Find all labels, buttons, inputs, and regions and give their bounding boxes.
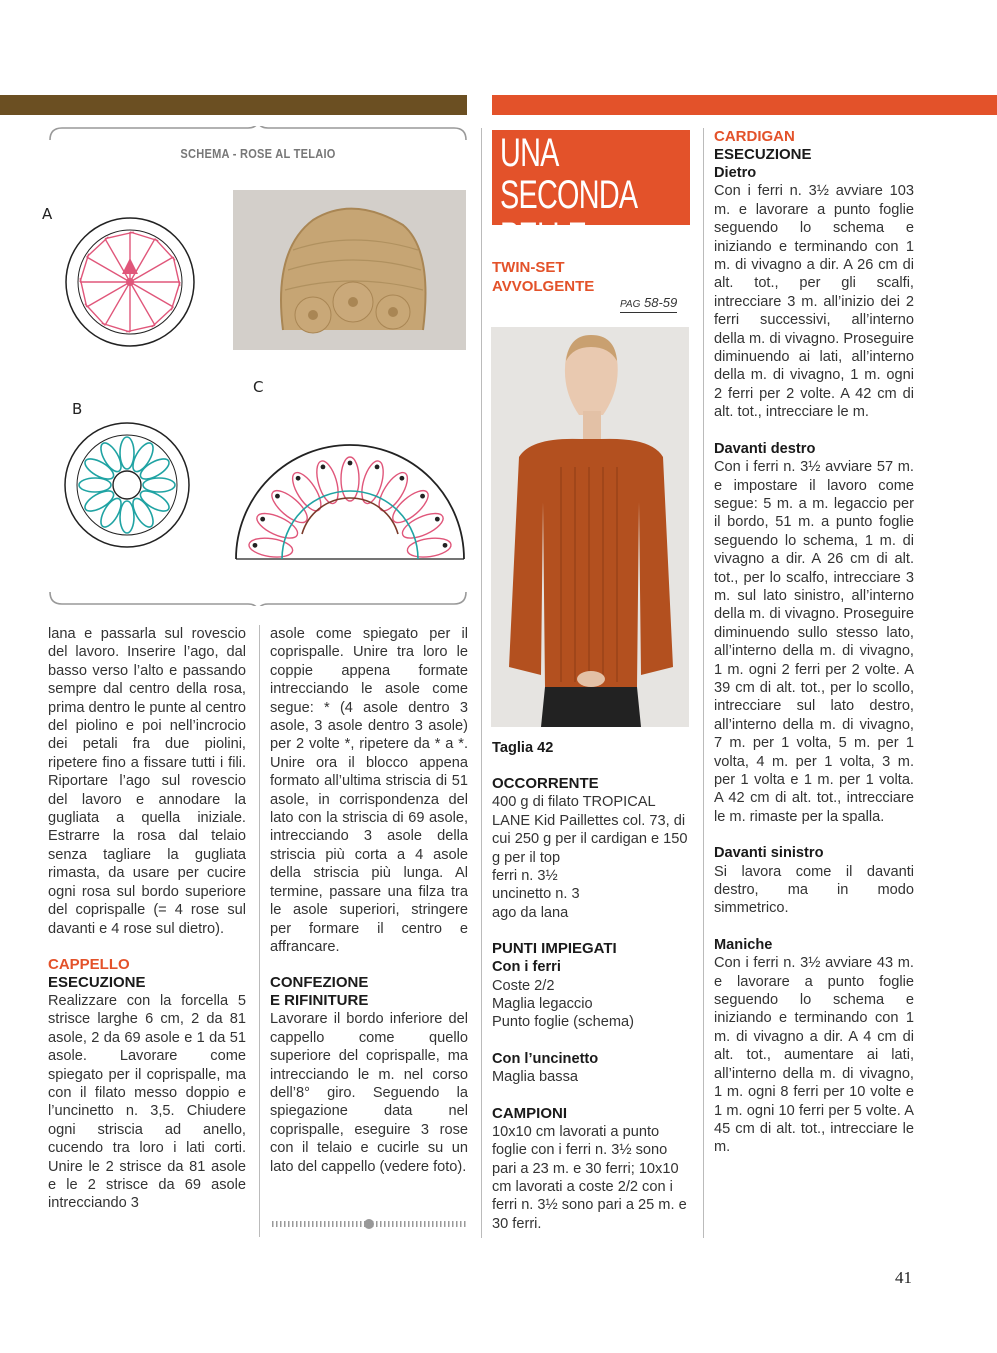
cappello-esecuzione-heading: ESECUZIONE [48,973,146,991]
diagram-c-label: C [253,378,264,396]
davanti-sinistro-text: Si lavora come il davanti destro, ma in modo simmetrico. [714,863,914,917]
top-bar-orange [492,95,997,115]
con-uncinetto-heading: Con l’uncinetto [492,1050,599,1067]
diagram-b [60,418,195,553]
pag-label: PAG [620,299,641,310]
column-2 [270,625,468,1176]
title-line-2: SECONDA PELLE [500,173,636,259]
schema-title: SCHEMA - ROSE AL TELAIO [180,146,336,161]
twinset-line-1: TWIN-SET [492,259,565,276]
hat-photo [233,190,466,350]
cardigan-esecuzione-heading: ESECUZIONE [714,146,812,163]
col1-intro: lana e passarla sul rovescio del lavoro. Inserire l’ago, dal basso verso l’alto e passando sempre dal centro della rosa, prima dentro le punte al centro del piolino e poi nell’incrocio dei petali fra due piolini, ripetere fino a fissare tutti i fili. Riportare l’ago sul rovescio del lavoro e annodare la gugliata a quella iniziale. Estrarre la rosa dal telaio senza tagliare la gugliata rimasta, da usare per cucire ogni rosa sul bordo superiore del coprispalle (= 4 rose sul davanti e 4 rose sul dietro). [48,626,246,937]
diagram-c [232,384,468,562]
punto-maglia-bassa: Maglia bassa [492,1069,578,1086]
diagram-b-label: B [72,400,83,418]
dietro-text: Con i ferri n. 3½ avviare 103 m. e lavorare a punto foglie seguendo lo schema e iniziando e terminando con 1 m. di vivagno a dir. A 26 cm di alt. tot., per gli scalfi, intrecciare 3 m. all’inizio dei 2 ferri successivi, all’interno della m. di vivagno. Proseguire diminuendo ai lati, all’interno della m. di vivagno, 1 m. ogni 2 ferri per 2 volte. A 42 cm di alt. tot., intrecciare le m. [714,183,914,421]
punto-legaccio: Maglia legaccio [492,996,593,1013]
maniche-text: Con i ferri n. 3½ avviare 43 m. e lavorare a punto foglie seguendo lo schema e iniziando e terminando con 1 m. di vivagno a dir. A 4 cm di alt. tot., aumentare ai lati, all’interno della m. di vivagno, 1 m. ogni 8 ferri per 10 volte e 1 m. ogni 10 ferri per 5 volte. A 45 cm di alt. tot., intrecciare le m. [714,955,914,1156]
maniche-heading: Maniche [714,936,773,953]
davanti-destro-heading: Davanti destro [714,440,816,457]
punti-heading: PUNTI IMPIEGATI [492,940,617,958]
col2-text: asole come spiegato per il coprispalle. Unire tra loro le coppie appena formate intrecciando le asole come segue: * (4 asole dentro 3 asole, 3 asole dentro 3 asole) per 2 volte *, ripetere da * a *. Unire ora il blocco appena formato all’ultima striscia di 51 asole, in corrispondenza del lato con la striscia di 69 asole, intrecciando 3 asole della striscia più corta a 4 asole della striscia più lunga. Al termine, passare una filza tra le asole superiori, stringere per formare il centro e affrancare. [270,626,468,955]
occorrente-text: 400 g di filato TROPICAL LANE Kid Paillettes col. 73, di cui 250 g per il cardigan e 150 g per il top [492,794,688,866]
column-3 [492,739,692,1233]
confezione-heading-1: CONFEZIONE [270,974,369,992]
taglia: Taglia 42 [492,740,554,756]
top-bar-brown [0,95,467,115]
end-marker [270,1219,468,1229]
campioni-heading: CAMPIONI [492,1104,567,1122]
column-1 [48,625,246,1213]
pag-value: 58-59 [644,295,678,310]
diagram-a-label: A [42,205,53,223]
con-ferri-heading: Con i ferri [492,959,561,976]
column-divider [259,625,260,1237]
column-4 [714,128,914,1157]
column-divider [703,128,704,1238]
davanti-destro-text: Con i ferri n. 3½ avviare 57 m. e impostare il lavoro come segue: 5 m. a m. legaccio per il bordo, 51 m. a punto foglie seguendo lo schema, 1 m. di vivagno a dir. A 26 cm di alt. tot., per lo scalfo, intrecciare 3 m. sul lato sinistro, all’interno della m. di vivagno. Proseguire diminuendo sullo stesso lato, all’interno della m. di vivagno, 1 m. ogni 2 ferri per 2 volte. A 39 cm di alt. tot., per lo scollo, intrecciare sul lato destro, all’interno della m. di vivagno, 7 m. per 1 volta, 5 m. per 1 volta, 4 m. per 1 volta, 3 m. per 1 volta e 1 m. per 1 volta. A 42 cm di alt. tot., intrecciare le m. rimaste per la spalla. [714,459,914,825]
occorrente-ago: ago da lana [492,904,569,921]
cappello-heading: CAPPELLO [48,955,130,973]
occorrente-heading: OCCORRENTE [492,775,599,793]
campioni-text: 10x10 cm lavorati a punto foglie con i ferri n. 3½ sono pari a 23 m. e 30 ferri; 10x10 cm lavorati a coste 2/2 con i ferri n. 3½ sono pari a 25 m. e 30 ferri. [492,1123,687,1232]
occorrente-uncinetto: uncinetto n. 3 [492,886,580,903]
page-number: 41 [895,1268,912,1287]
twinset-heading [492,258,594,296]
twinset-line-2: AVVOLGENTE [492,278,595,295]
cappello-text: Realizzare con la forcella 5 strisce larghe 6 cm, 2 da 81 asole, 2 da 69 asole e 1 da 51 asole. Lavorare come spiegato per il coprispalle, ma con il filato messo doppio e l’uncinetto n. 3,5. Chiudere ogni striscia ad anello, cucendo tra loro i lati corti. Unire le 2 strisce da 81 asole e le 2 strisce da 69 asole intrecciando 3 [48,992,246,1212]
davanti-sinistro-heading: Davanti sinistro [714,845,824,862]
column-divider [481,128,482,1238]
article-title [500,132,637,258]
confezione-text: Lavorare il bordo inferiore del cappello come quello superiore del coprispalle, ma intrecciando le m. nel corso dell’8° giro. Seguendo la spiegazione data nel coprispalle, eseguire 3 rose con il telaio e cucirle su un lato del cappello (vedere foto). [270,1011,468,1175]
dietro-heading: Dietro [714,165,757,181]
occorrente-ferri: ferri n. 3½ [492,868,558,885]
punto-coste: Coste 2/2 [492,977,555,994]
punto-foglie: Punto foglie (schema) [492,1014,634,1031]
page-reference [620,296,677,313]
model-photo [491,327,689,727]
cardigan-heading: CARDIGAN [714,128,795,145]
diagram-a [60,212,200,352]
confezione-heading-2: E RIFINITURE [270,992,369,1010]
title-line-1: UNA [500,131,559,175]
